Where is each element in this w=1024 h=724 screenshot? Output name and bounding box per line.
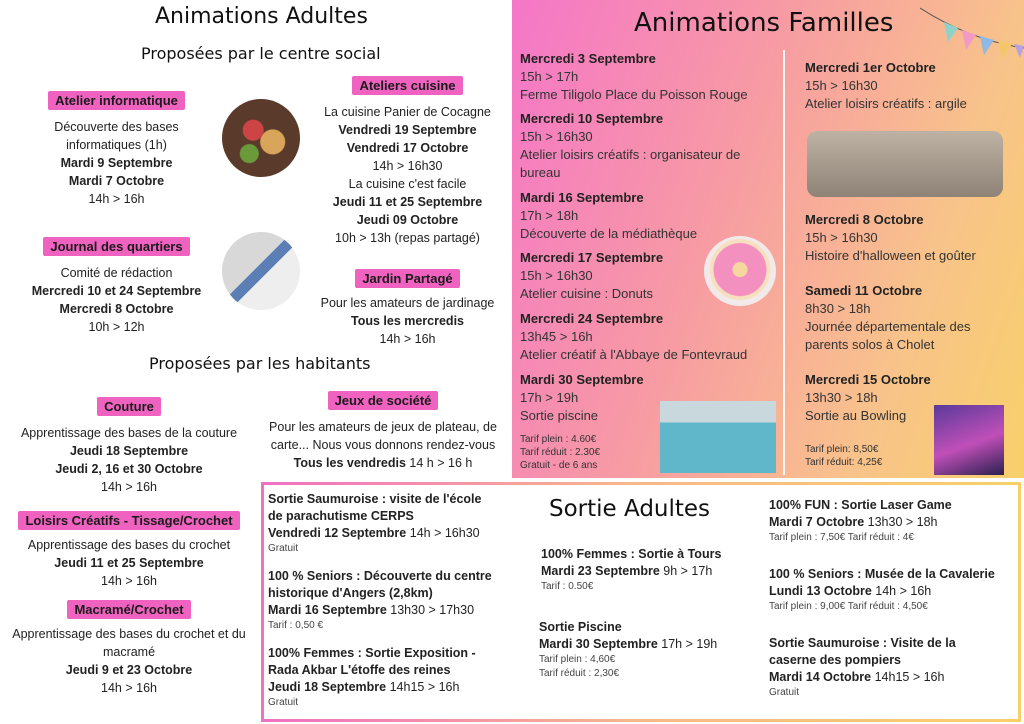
bowling-tarifs	[805, 443, 882, 469]
loisirs-tag: Loisirs Créatifs - Tissage/Crochet	[18, 511, 239, 530]
s1-h2: de parachutisme CERPS	[268, 509, 414, 523]
loisirs-line1: Apprentissage des bases du crochet	[27, 538, 231, 552]
fam-l5-time: 13h45 > 16h	[520, 329, 593, 344]
loisirs-date1: Jeudi 11 et 25 Septembre	[54, 556, 204, 570]
couture-date1: Jeudi 18 Septembre	[69, 444, 189, 458]
familles-title: Animations Familles	[634, 8, 894, 38]
fam-l2-desc2: bureau	[520, 165, 561, 180]
macrame-block	[4, 600, 254, 697]
piscine-tarifs	[520, 433, 600, 472]
fam-r3-desc: Journée départementale des	[805, 319, 971, 334]
famille-event-5	[520, 310, 747, 364]
familles-divider	[783, 50, 785, 475]
s6-date: Mardi 7 Octobre	[769, 515, 865, 529]
s2-time: 13h30 > 17h30	[386, 603, 475, 617]
famille-event-10	[805, 371, 931, 425]
journal-block	[4, 237, 229, 336]
s4-date: Mardi 23 Septembre	[541, 564, 660, 578]
s8-date: Mardi 14 Octobre	[769, 670, 872, 684]
s7-time: 14h > 16h	[871, 584, 932, 598]
loisirs-time: 14h > 16h	[101, 574, 157, 588]
s5-time: 17h > 19h	[657, 637, 718, 651]
fam-r3-date: Samedi 11 Octobre	[805, 283, 923, 298]
newspaper-photo	[222, 232, 300, 310]
s6-h1: 100% FUN : Sortie Laser Game	[769, 498, 952, 512]
pool-photo	[660, 401, 776, 473]
ateliers-cuisine-block	[305, 76, 510, 247]
s2-tarif: Tarif : 0,50 €	[268, 620, 324, 631]
s3-h2: Rada Akbar L'étoffe des reines	[268, 663, 451, 677]
journal-date2: Mercredi 8 Octobre	[59, 302, 174, 316]
atelier-informatique-tag: Atelier informatique	[48, 91, 185, 110]
macrame-time: 14h > 16h	[101, 681, 157, 695]
fam-l4-time: 15h > 16h30	[520, 268, 593, 283]
fam-r4-time: 13h30 > 18h	[805, 390, 878, 405]
s1-h1: Sortie Saumuroise : visite de l'école	[268, 492, 482, 506]
journal-date1: Mercredi 10 et 24 Septembre	[31, 284, 202, 298]
adultes-title: Animations Adultes	[155, 4, 368, 29]
famille-event-3	[520, 189, 697, 243]
s4-h1: 100% Femmes : Sortie à Tours	[541, 547, 722, 561]
macrame-line1: Apprentissage des bases du crochet et du	[12, 627, 246, 641]
fam-l3-desc: Découverte de la médiathèque	[520, 226, 698, 241]
s5-tarif: Tarif plein : 4,60€	[539, 654, 616, 665]
fam-l3-date: Mardi 16 Septembre	[520, 190, 644, 205]
macrame-tag: Macramé/Crochet	[67, 600, 190, 619]
s8-h2: caserne des pompiers	[769, 653, 902, 667]
famille-event-6	[520, 371, 644, 425]
fam-l4-desc: Atelier cuisine : Donuts	[520, 286, 653, 301]
sortie-col3-item2	[769, 566, 1019, 614]
s3-tarif: Gratuit	[268, 697, 299, 708]
fam-r2-time: 15h > 16h30	[805, 230, 878, 245]
cuisine-time2: 10h > 13h (repas partagé)	[335, 231, 480, 245]
macrame-date1: Jeudi 9 et 23 Octobre	[65, 663, 193, 677]
fam-l6-time: 17h > 19h	[520, 390, 579, 405]
jardin-line1: Pour les amateurs de jardinage	[320, 296, 495, 310]
journal-line1: Comité de rédaction	[60, 266, 173, 280]
s6-time: 13h30 > 18h	[864, 515, 938, 529]
fam-r3-desc2: parents solos à Cholet	[805, 337, 935, 352]
fam-r1-date: Mercredi 1er Octobre	[805, 60, 936, 75]
fam-l6-desc: Sortie piscine	[520, 408, 599, 423]
s5-date: Mardi 30 Septembre	[539, 637, 658, 651]
s1-time: 14h > 16h30	[406, 526, 480, 540]
atelier-informatique-block	[4, 91, 229, 208]
s2-date: Mardi 16 Septembre	[268, 603, 387, 617]
piscine-gratuit: Gratuit - de 6 ans	[520, 460, 598, 471]
fam-r3-time: 8h30 > 18h	[805, 301, 871, 316]
jeux-time: 14 h > 16 h	[405, 456, 473, 470]
couture-time: 14h > 16h	[101, 480, 157, 494]
jardin-date1: Tous les mercredis	[350, 314, 464, 328]
fam-r2-date: Mercredi 8 Octobre	[805, 212, 924, 227]
jeux-line2: carte... Nous vous donnons rendez-vous	[270, 438, 496, 452]
journal-tag: Journal des quartiers	[43, 237, 189, 256]
s3-time: 14h15 > 16h	[386, 680, 460, 694]
bowling-tarif-reduit: Tarif réduit: 4,25€	[805, 457, 883, 468]
sortie-col3-item3	[769, 635, 1019, 700]
s3-date: Jeudi 18 Septembre	[268, 680, 387, 694]
fam-l3-time: 17h > 18h	[520, 208, 579, 223]
fam-l1-desc: Ferme Tiligolo Place du Poisson Rouge	[520, 87, 748, 102]
sortie-adultes-title: Sortie Adultes	[549, 496, 711, 522]
bowling-photo	[934, 405, 1004, 475]
donut-photo	[704, 236, 776, 306]
s8-h1: Sortie Saumuroise : Visite de la	[769, 636, 956, 650]
fam-l5-date: Mercredi 24 Septembre	[520, 311, 664, 326]
famille-event-7	[805, 59, 967, 113]
fam-r4-desc: Sortie au Bowling	[805, 408, 907, 423]
couture-tag: Couture	[97, 397, 161, 416]
fam-l1-date: Mercredi 3 Septembre	[520, 51, 656, 66]
s5-h1: Sortie Piscine	[539, 620, 622, 634]
sortie-col2-item2	[539, 619, 759, 681]
sortie-col1-item3	[268, 645, 518, 710]
famille-event-8	[805, 211, 976, 265]
famille-event-4	[520, 249, 663, 303]
s4-tarif: Tarif : 0.50€	[541, 581, 594, 592]
s7-tarif: Tarif plein : 9,00€ Tarif réduit : 4,50€	[769, 601, 928, 612]
fam-r4-date: Mercredi 15 Octobre	[805, 372, 931, 387]
s7-date: Lundi 13 Octobre	[769, 584, 872, 598]
info-date1: Mardi 9 Septembre	[60, 156, 173, 170]
info-line2: informatiques (1h)	[66, 138, 167, 152]
famille-event-9	[805, 282, 971, 354]
fam-l5-desc: Atelier créatif à l'Abbaye de Fontevraud	[520, 347, 748, 362]
couture-line1: Apprentissage des bases de la couture	[20, 426, 238, 440]
fam-l1-time: 15h > 17h	[520, 69, 579, 84]
s7-h1: 100 % Seniors : Musée de la Cavalerie	[769, 567, 995, 581]
fam-r1-desc: Atelier loisirs créatifs : argile	[805, 96, 967, 111]
jeux-tag: Jeux de société	[328, 391, 439, 410]
cooking-photo	[222, 99, 300, 177]
fam-l2-date: Mercredi 10 Septembre	[520, 111, 664, 126]
habitants-subtitle: Proposées par les habitants	[149, 354, 371, 373]
s1-date: Vendredi 12 Septembre	[268, 526, 407, 540]
fam-l6-date: Mardi 30 Septembre	[520, 372, 644, 387]
s5-tarif2: Tarif réduit : 2,30€	[539, 668, 620, 679]
piscine-tarif-reduit: Tarif réduit : 2.30€	[520, 447, 601, 458]
macrame-line2: macramé	[102, 645, 156, 659]
jardin-block	[305, 269, 510, 348]
sortie-col1-item2	[268, 568, 518, 633]
loisirs-block	[4, 511, 254, 590]
famille-event-2	[520, 110, 740, 182]
cuisine-line2: La cuisine c'est facile	[348, 177, 467, 191]
fam-r2-desc: Histoire d'halloween et goûter	[805, 248, 976, 263]
couture-date2: Jeudi 2, 16 et 30 Octobre	[55, 462, 203, 476]
bowling-tarif-plein: Tarif plein: 8,50€	[805, 444, 879, 455]
jeux-date1: Tous les vendredis	[293, 456, 406, 470]
jardin-time: 14h > 16h	[379, 332, 436, 346]
cuisine-time1: 14h > 16h30	[372, 159, 443, 173]
famille-event-1	[520, 50, 748, 104]
cuisine-date3: Jeudi 11 et 25 Septembre	[332, 195, 483, 209]
s8-time: 14h15 > 16h	[871, 670, 945, 684]
jardin-tag: Jardin Partagé	[355, 269, 459, 288]
journal-time: 10h > 12h	[88, 320, 145, 334]
info-time: 14h > 16h	[88, 192, 145, 206]
sortie-col3-item1	[769, 497, 1019, 545]
s2-h1: 100 % Seniors : Découverte du centre	[268, 569, 492, 583]
piscine-tarif-plein: Tarif plein : 4.60€	[520, 434, 597, 445]
s8-tarif: Gratuit	[769, 687, 800, 698]
fam-l2-desc: Atelier loisirs créatifs : organisateur de	[520, 147, 741, 162]
fam-l4-date: Mercredi 17 Septembre	[520, 250, 664, 265]
fam-l2-time: 15h > 16h30	[520, 129, 593, 144]
s6-tarif: Tarif plein : 7,50€ Tarif réduit : 4€	[769, 532, 914, 543]
s4-time: 9h > 17h	[659, 564, 713, 578]
fam-r1-time: 15h > 16h30	[805, 78, 878, 93]
cuisine-date2: Vendredi 17 Octobre	[346, 141, 469, 155]
bunting-decoration	[920, 0, 1024, 62]
jeux-block	[258, 391, 508, 472]
cuisine-line1: La cuisine Panier de Cocagne	[324, 105, 491, 119]
jeux-line1: Pour les amateurs de jeux de plateau, de	[269, 420, 497, 434]
centre-social-subtitle: Proposées par le centre social	[141, 44, 381, 63]
ateliers-cuisine-tag: Ateliers cuisine	[352, 76, 462, 95]
info-date2: Mardi 7 Octobre	[68, 174, 165, 188]
couture-block	[4, 397, 254, 496]
s1-tarif: Gratuit	[268, 543, 299, 554]
clay-photo	[807, 131, 1003, 197]
s3-h1: 100% Femmes : Sortie Exposition -	[268, 646, 476, 660]
sortie-col1-item1	[268, 491, 518, 556]
sortie-col2-item1	[541, 546, 761, 594]
cuisine-date1: Vendredi 19 Septembre	[338, 123, 477, 137]
s2-h2: historique d'Angers (2,8km)	[268, 586, 433, 600]
cuisine-date4: Jeudi 09 Octobre	[356, 213, 459, 227]
info-line1: Découverte des bases	[54, 120, 179, 134]
